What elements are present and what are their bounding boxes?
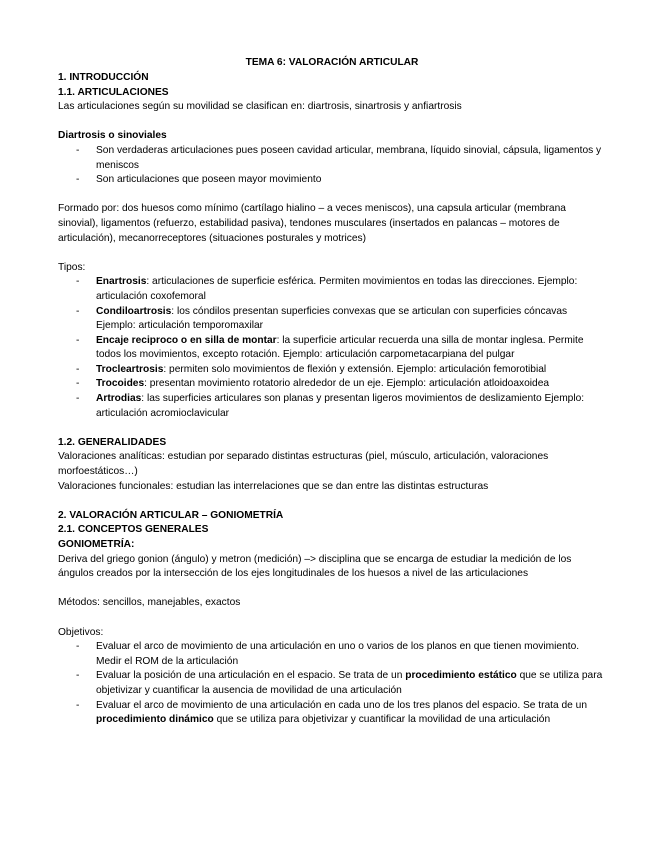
generalidades-funcionales: Valoraciones funcionales: estudian las interrelaciones que se dan entre las distintas estructuras (58, 480, 489, 492)
tipos-list (58, 275, 606, 421)
list-item: - Evaluar el arco de movimiento de una articulación en cada uno de los tres planos del espacio. Se trata de un procedimiento dinámico que se utiliza para objetivizar y cuantificar la movilidad de una articulación (76, 699, 587, 726)
list-item: - Enartrosis: articulaciones de superficie esférica. Permiten movimientos en todas las direcciones. Ejemplo: articulación coxofemoral (76, 276, 578, 302)
dash-bullet: - (76, 641, 80, 653)
tipo-term: Artrodias (96, 393, 142, 405)
tipo-term: Encaje reciproco o en silla de montar (96, 334, 277, 346)
list-item: - Trocoides: presentan movimiento rotatorio alrededor de un eje. Ejemplo: articulación atloidoaxoidea (58, 377, 606, 392)
diartrosis-heading: Diartrosis o sinoviales (58, 130, 167, 142)
tipo-term: Condiloartrosis (96, 305, 172, 317)
list-item: - Son articulaciones que poseen mayor movimiento (58, 173, 606, 188)
list-item: - Evaluar la posición de una articulación en el espacio. Se trata de un procedimiento estático que se utiliza para objetivizar y cuantificar la ausencia de movilidad de una articulación (76, 670, 603, 696)
list-item: - Condiloartrosis: los cóndilos presentan superficies convexas que se articulan con superficies cóncavas Ejemplo: articulación temporomaxilar (76, 305, 568, 332)
dash-bullet: - (76, 393, 80, 405)
dash-bullet: - (76, 174, 80, 186)
bold-term: procedimiento dinámico (96, 714, 214, 726)
metodos-line: Métodos: sencillos, manejables, exactos (58, 597, 241, 609)
tipo-term: Trocleartrosis (96, 363, 164, 375)
list-item: - Artrodias: las superficies articulares son planas y presentan ligeros movimientos de deslizamiento Ejemplo: articulación acromioclavicular (76, 393, 585, 419)
bold-term: procedimiento estático (405, 670, 517, 682)
document-content (58, 56, 606, 728)
diartrosis-list (58, 144, 606, 188)
generalidades-analiticas: Valoraciones analíticas: estudian por separado distintas estructuras (piel, músculo, articulación, valoraciones morfoestáticos…) (58, 451, 549, 478)
formado-paragraph: Formado por: dos huesos como mínimo (cartílago hialino – a veces meniscos), una capsula articular (membrana sinovial), ligamentos (refuerzo, estabilidad pasiva), tendones musculares (insertados en palancas – motores de articulación), mecanorreceptores (situaciones posturales y motrices) (58, 203, 566, 244)
tipo-term: Trocoides (96, 378, 145, 390)
dash-bullet: - (76, 334, 80, 346)
tipo-term: Enartrosis (96, 276, 147, 288)
goniometria-label: GONIOMETRÍA: (58, 539, 135, 550)
dash-bullet: - (76, 378, 80, 390)
dash-bullet: - (76, 144, 80, 156)
document-title: TEMA 6: VALORACIÓN ARTICULAR (245, 57, 419, 68)
section-1-2-heading: 1.2. GENERALIDADES (58, 436, 167, 448)
section-2-heading: 2. VALORACIÓN ARTICULAR – GONIOMETRÍA (58, 509, 284, 521)
objetivos-label: Objetivos: (58, 626, 104, 638)
dash-bullet: - (76, 276, 80, 288)
dash-bullet: - (76, 670, 80, 682)
list-item: - Son verdaderas articulaciones pues poseen cavidad articular, membrana, líquido sinovial, cápsula, ligamentos y meniscos (76, 144, 602, 171)
tipos-label: Tipos: (58, 261, 86, 273)
section-1-heading: 1. INTRODUCCIÓN (58, 72, 149, 83)
dash-bullet: - (76, 699, 80, 711)
list-item: - Trocleartrosis: permiten solo movimientos de flexión y extensión. Ejemplo: articulación femorotibial (58, 363, 606, 378)
section-2-1-heading: 2.1. CONCEPTOS GENERALES (58, 524, 209, 536)
dash-bullet: - (76, 305, 80, 317)
list-item: - Encaje reciproco o en silla de montar: la superficie articular recuerda una silla de montar inglesa. Permite todos los movimientos, excepto rotación. Ejemplo: articulación carpometacarpiana del pulgar (76, 334, 584, 361)
articulaciones-intro: Las articulaciones según su movilidad se clasifican en: diartrosis, sinartrosis y anfiartrosis (58, 101, 462, 113)
list-item: - Evaluar el arco de movimiento de una articulación en uno o varios de los planos en que tienen movimiento. Medir el ROM de la articulación (76, 641, 580, 667)
dash-bullet: - (76, 363, 80, 375)
objetivos-list (58, 640, 606, 728)
goniometria-definition: Deriva del griego gonion (ángulo) y metron (medición) –> disciplina que se encarga de estudiar la medición de los ángulos creados por la intersección de los ejes longitudinales de los huesos a nivel de las articulaciones (58, 553, 572, 580)
section-1-1-heading: 1.1. ARTICULACIONES (58, 86, 169, 98)
